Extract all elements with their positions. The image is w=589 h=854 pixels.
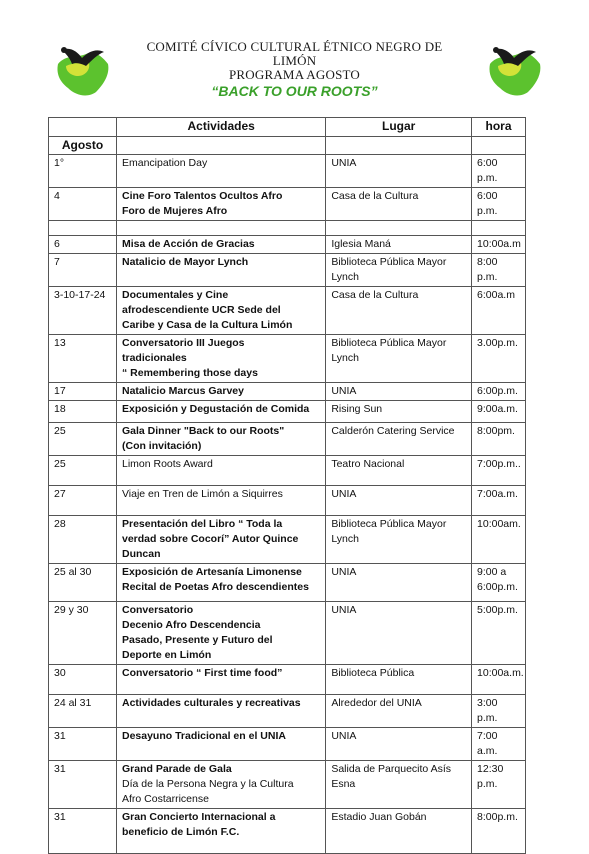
event-activity <box>116 728 325 761</box>
event-place-line: Casa de la Cultura <box>331 190 419 202</box>
header-date <box>49 118 117 137</box>
event-activity-line: Presentación del Libro “ Toda la <box>121 518 283 530</box>
event-date-text: 31 <box>54 763 66 775</box>
event-activity-line: afrodescendiente UCR Sede del <box>121 304 281 316</box>
event-time-line: 3:00 p.m. <box>477 697 498 724</box>
event-time <box>472 423 526 456</box>
event-place-line: Lynch <box>331 533 359 545</box>
header-city: LIMÓN <box>272 53 317 68</box>
table-row <box>49 665 526 695</box>
event-date-text: 27 <box>54 488 66 500</box>
event-place-line: UNIA <box>331 488 357 500</box>
event-activity-line: verdad sobre Cocorí” Autor Quince <box>121 533 299 545</box>
event-date <box>49 423 117 456</box>
event-time-line: 10:00am. <box>477 518 521 530</box>
event-time <box>472 516 526 564</box>
event-time <box>472 809 526 854</box>
table-row <box>49 761 526 809</box>
event-date-text: 28 <box>54 518 66 530</box>
event-time <box>472 456 526 486</box>
table-row <box>49 155 526 188</box>
event-activity-line: Gran Concierto Internacional a <box>121 811 276 823</box>
table-row <box>49 188 526 221</box>
event-place <box>326 155 472 188</box>
event-activity-line: Viaje en Tren de Limón a Siquirres <box>121 488 283 500</box>
event-date-text: 3-10-17-24 <box>54 289 106 301</box>
table-row <box>49 383 526 401</box>
event-activity-line: “ Remembering those days <box>121 367 258 379</box>
event-activity-line: (Con invitación) <box>121 440 202 452</box>
event-time <box>472 761 526 809</box>
event-date <box>49 809 117 854</box>
month-label: Agosto <box>49 137 117 155</box>
event-time-line: 8:00 p.m. <box>477 256 498 283</box>
event-place <box>326 287 472 335</box>
event-date <box>49 516 117 564</box>
event-place <box>326 809 472 854</box>
event-activity <box>116 236 325 254</box>
event-place-line: Lynch <box>331 271 359 283</box>
month-row <box>49 137 526 155</box>
event-time-line: 9:00 a <box>477 566 507 578</box>
schedule-table <box>48 117 526 854</box>
table-row <box>49 516 526 564</box>
event-place-line: Biblioteca Pública Mayor <box>331 337 447 349</box>
event-place-line: Estadio Juan Gobán <box>331 811 427 823</box>
event-time-line: 10:00a.m. <box>477 667 524 679</box>
event-place-line: Alrededor del UNIA <box>331 697 422 709</box>
event-place-line: Rising Sun <box>331 403 383 415</box>
event-activity-line: Exposición de Artesanía Limonense <box>121 566 302 578</box>
event-activity-line: Grand Parade de Gala <box>121 763 232 775</box>
header-subtitle: “BACK TO OUR ROOTS” <box>211 83 378 99</box>
event-date-text: 24 al 31 <box>54 697 92 709</box>
header-place: Lugar <box>326 118 472 137</box>
event-date-text: 1° <box>54 157 65 169</box>
event-date <box>49 564 117 602</box>
event-place-line: UNIA <box>331 385 357 397</box>
event-time-line: 3.00p.m. <box>477 337 518 349</box>
event-date-text: 29 y 30 <box>54 604 89 616</box>
event-date <box>49 188 117 221</box>
event-activity-line: Caribe y Casa de la Cultura Limón <box>121 319 293 331</box>
event-time <box>472 287 526 335</box>
month-row-empty-cell <box>116 137 325 155</box>
event-activity-line: Documentales y Cine <box>121 289 229 301</box>
event-date <box>49 695 117 728</box>
event-activity-line: Gala Dinner "Back to our Roots" <box>121 425 285 437</box>
event-time-line: 6:00 p.m. <box>477 190 498 217</box>
document-header <box>0 40 589 99</box>
event-time <box>472 564 526 602</box>
event-date <box>49 602 117 665</box>
event-time <box>472 188 526 221</box>
event-time-line: 7:00a.m. <box>477 488 518 500</box>
event-date <box>49 383 117 401</box>
event-activity-line: Conversatorio <box>121 604 194 616</box>
event-date <box>49 665 117 695</box>
event-time <box>472 221 526 236</box>
event-time <box>472 665 526 695</box>
event-time-line: 5:00p.m. <box>477 604 518 616</box>
event-activity-line: Natalicio de Mayor Lynch <box>121 256 249 268</box>
event-activity-line: Día de la Persona Negra y la Cultura <box>121 778 294 790</box>
event-place <box>326 695 472 728</box>
event-activity <box>116 188 325 221</box>
event-place <box>326 221 472 236</box>
table-row <box>49 221 526 236</box>
event-place <box>326 401 472 423</box>
event-place <box>326 335 472 383</box>
event-time-line: 9:00a.m. <box>477 403 518 415</box>
event-activity-line: Duncan <box>121 548 161 560</box>
event-activity <box>116 383 325 401</box>
event-place-line: UNIA <box>331 157 357 169</box>
table-row <box>49 564 526 602</box>
table-row <box>49 486 526 516</box>
table-header-row <box>49 118 526 137</box>
table-row <box>49 287 526 335</box>
event-place <box>326 665 472 695</box>
event-time <box>472 254 526 287</box>
event-time <box>472 383 526 401</box>
event-time-line: 8:00p.m. <box>477 811 518 823</box>
event-time-line: 6:00a.m <box>477 289 515 301</box>
event-date <box>49 401 117 423</box>
event-activity-line: Deporte en Limón <box>121 649 212 661</box>
event-place-line: Calderón Catering Service <box>331 425 455 437</box>
event-activity <box>116 456 325 486</box>
event-date <box>49 456 117 486</box>
event-activity <box>116 486 325 516</box>
month-row-empty-cell <box>326 137 472 155</box>
event-activity-line: Misa de Acción de Gracias <box>121 238 255 250</box>
event-place <box>326 564 472 602</box>
event-date <box>49 236 117 254</box>
table-row <box>49 809 526 854</box>
event-place <box>326 188 472 221</box>
event-date <box>49 728 117 761</box>
event-place <box>326 456 472 486</box>
event-place <box>326 602 472 665</box>
event-activity-line: Emancipation Day <box>121 157 208 169</box>
event-place-line: Iglesia Maná <box>331 238 391 250</box>
event-activity <box>116 665 325 695</box>
table-row <box>49 602 526 665</box>
event-place <box>326 728 472 761</box>
event-activity-line: Conversatorio III Juegos <box>121 337 245 349</box>
event-date-text: 6 <box>54 238 60 250</box>
table-row <box>49 335 526 383</box>
event-place-line: UNIA <box>331 604 357 616</box>
event-activity-line: tradicionales <box>121 352 187 364</box>
event-place <box>326 761 472 809</box>
event-time <box>472 236 526 254</box>
event-activity <box>116 423 325 456</box>
event-place-line: Salida de Parquecito Asís <box>331 763 452 775</box>
event-time <box>472 401 526 423</box>
event-activity <box>116 602 325 665</box>
event-date <box>49 155 117 188</box>
event-time <box>472 602 526 665</box>
event-date <box>49 486 117 516</box>
event-activity-line: Conversatorio “ First time food” <box>121 667 283 679</box>
table-row <box>49 423 526 456</box>
event-time-line: 6:00p.m. <box>477 385 518 397</box>
event-time <box>472 695 526 728</box>
event-date-text: 25 <box>54 458 66 470</box>
event-time <box>472 335 526 383</box>
event-time <box>472 728 526 761</box>
event-date <box>49 254 117 287</box>
event-date <box>49 335 117 383</box>
event-activity <box>116 761 325 809</box>
event-date-text: 25 al 30 <box>54 566 92 578</box>
event-date-text: 13 <box>54 337 66 349</box>
event-activity-line: Recital de Poetas Afro descendientes <box>121 581 309 593</box>
event-time-line: 10:00a.m <box>477 238 521 250</box>
event-activity-line: Natalicio Marcus Garvey <box>121 385 244 397</box>
event-date-text: 18 <box>54 403 66 415</box>
table-row <box>49 236 526 254</box>
event-place <box>326 516 472 564</box>
event-place-line: UNIA <box>331 566 357 578</box>
event-date <box>49 287 117 335</box>
event-activity-line: Foro de Mujeres Afro <box>121 205 228 217</box>
event-activity-line: Exposición y Degustación de Comida <box>121 403 310 415</box>
event-activity <box>116 516 325 564</box>
event-place-line: Casa de la Cultura <box>331 289 419 301</box>
header-activities: Actividades <box>116 118 325 137</box>
event-time-line: 7:00p.m.. <box>477 458 521 470</box>
event-activity-line: Limon Roots Award <box>121 458 213 470</box>
event-place-line: Teatro Nacional <box>331 458 405 470</box>
header-time: hora <box>472 118 526 137</box>
header-program: PROGRAMA AGOSTO <box>229 67 360 82</box>
event-place-line: Lynch <box>331 352 359 364</box>
event-activity <box>116 155 325 188</box>
event-activity <box>116 335 325 383</box>
event-activity <box>116 809 325 854</box>
table-row <box>49 728 526 761</box>
event-activity <box>116 221 325 236</box>
event-date-text: 25 <box>54 425 66 437</box>
event-time-line: 6:00 p.m. <box>477 157 498 184</box>
event-date-text: 4 <box>54 190 60 202</box>
event-activity <box>116 695 325 728</box>
event-time <box>472 155 526 188</box>
event-time-line: 7:00 a.m. <box>477 730 498 757</box>
event-activity <box>116 254 325 287</box>
event-time-line: 8:00pm. <box>477 425 515 437</box>
event-activity <box>116 564 325 602</box>
event-place-line: UNIA <box>331 730 357 742</box>
event-date-text: 7 <box>54 256 60 268</box>
table-row <box>49 695 526 728</box>
event-date-text: 31 <box>54 730 66 742</box>
table-row <box>49 456 526 486</box>
event-activity-line: Actividades culturales y recreativas <box>121 697 301 709</box>
table-row <box>49 254 526 287</box>
event-date <box>49 761 117 809</box>
event-activity-line: Desayuno Tradicional en el UNIA <box>121 730 286 742</box>
event-activity-line: Decenio Afro Descendencia <box>121 619 261 631</box>
event-activity-line: Cine Foro Talentos Ocultos Afro <box>121 190 283 202</box>
event-place-line: Biblioteca Pública Mayor <box>331 256 447 268</box>
event-place <box>326 254 472 287</box>
month-row-empty-cell <box>472 137 526 155</box>
event-place <box>326 423 472 456</box>
event-time <box>472 486 526 516</box>
event-place-line: Biblioteca Pública Mayor <box>331 518 447 530</box>
event-activity <box>116 287 325 335</box>
event-activity-line: Pasado, Presente y Futuro del <box>121 634 273 646</box>
event-place <box>326 236 472 254</box>
event-place <box>326 383 472 401</box>
event-activity-line: Afro Costarricense <box>121 793 209 805</box>
event-place <box>326 486 472 516</box>
header-organization: COMITÉ CÍVICO CULTURAL ÉTNICO NEGRO DE <box>146 39 443 54</box>
event-date-text: 30 <box>54 667 66 679</box>
event-time-line: 12:30 p.m. <box>477 763 504 790</box>
event-activity-line: beneficio de Limón F.C. <box>121 826 240 838</box>
event-place-line: Esna <box>331 778 356 790</box>
table-row <box>49 401 526 423</box>
event-activity <box>116 401 325 423</box>
event-date-text: 17 <box>54 385 66 397</box>
event-date-text: 31 <box>54 811 66 823</box>
event-time-line: 6:00p.m. <box>477 581 518 593</box>
event-place-line: Biblioteca Pública <box>331 667 415 679</box>
event-date <box>49 221 117 236</box>
